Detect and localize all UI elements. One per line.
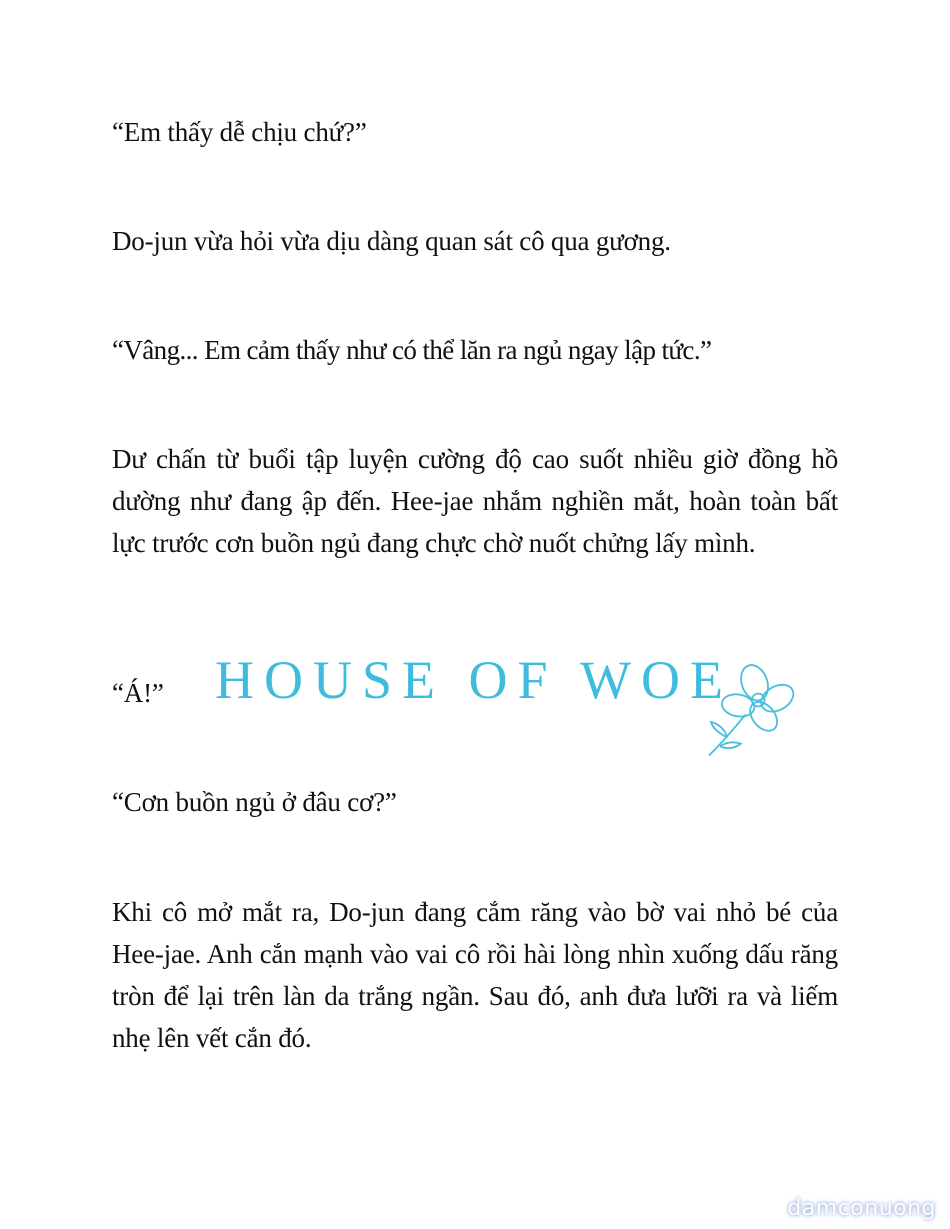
dialogue-paragraph: “Á!”: [112, 678, 164, 708]
narration-paragraph: Do-jun vừa hỏi vừa dịu dàng quan sát cô qua gương.: [112, 226, 671, 256]
site-watermark: damconuong: [787, 1196, 936, 1221]
flower-watermark-icon: [700, 660, 800, 760]
dialogue-paragraph: “Cơn buồn ngủ ở đâu cơ?”: [112, 787, 397, 817]
dialogue-paragraph: “Em thấy dễ chịu chứ?”: [112, 117, 367, 147]
narration-paragraph: Khi cô mở mắt ra, Do-jun đang cắm răng vào bờ vai nhỏ bé của Hee-jae. Anh cắn mạnh vào vai cô rồi hài lòng nhìn xuống dấu răng tròn để lại trên làn da trắng ngần. Sau đó, anh đưa lưỡi ra và liếm nhẹ lên vết cắn đó.: [112, 897, 838, 1053]
dialogue-paragraph: “Vâng... Em cảm thấy như có thể lăn ra ngủ ngay lập tức.”: [112, 335, 712, 365]
narration-paragraph: Dư chấn từ buổi tập luyện cường độ cao suốt nhiều giờ đồng hồ dường như đang ập đến. Hee-jae nhắm nghiền mắt, hoàn toàn bất lực trước cơn buồn ngủ đang chực chờ nuốt chửng lấy mình.: [112, 444, 838, 558]
house-of-woe-watermark: HOUSE OF WOE: [215, 650, 734, 710]
